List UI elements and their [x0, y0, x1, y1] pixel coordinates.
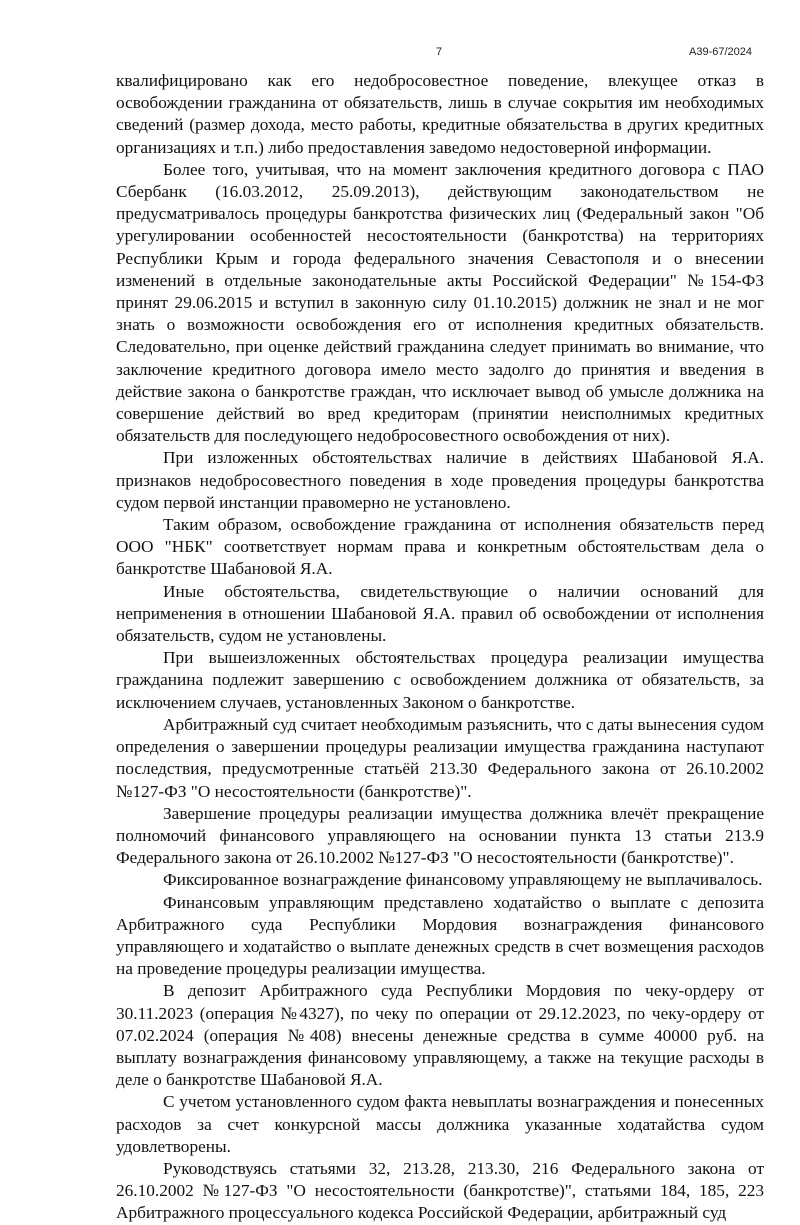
paragraph: Завершение процедуры реализации имущества должника влечёт прекращение полномочий финансового управляющего на основании пункта 13 статьи 213.9 Федерального закона от 26.10.2002 №127-ФЗ "О несостоятельности (банкротстве)". — [116, 803, 764, 868]
paragraph: Арбитражный суд считает необходимым разъяснить, что с даты вынесения судом определения о завершении процедуры реализации имущества гражданина наступают последствия, предусмотренные статьёй 213.30 Федерального закона от 26.10.2002 №127-ФЗ "О несостоятельности (банкротстве)". — [116, 714, 764, 801]
paragraph: Таким образом, освобождение гражданина от исполнения обязательств перед ООО "НБК" соответствует нормам права и конкретным обстоятельствам дела о банкротстве Шабановой Я.А. — [116, 515, 764, 579]
document-body — [116, 70, 764, 1225]
paragraph: С учетом установленного судом факта невыплаты вознаграждения и понесенных расходов за счет конкурсной массы должника указанные ходатайства судом удовлетворены. — [116, 1092, 764, 1156]
paragraph: Финансовым управляющим представлено ходатайство о выплате с депозита Арбитражного суда Республики Мордовия вознаграждения финансового управляющего и ходатайство о выплате денежных средств в счет возмещения расходов на проведение процедуры реализации имущества. — [116, 892, 764, 979]
paragraph: Руководствуясь статьями 32, 213.28, 213.30, 216 Федерального закона от 26.10.2002 №127-ФЗ "О несостоятельности (банкротстве)", статьями 184, 185, 223 Арбитражного процессуального кодекса Российской Федерации, арбитражный суд — [116, 1158, 764, 1223]
page-number: 7 — [436, 46, 443, 58]
paragraph: квалифицировано как его недобросовестное поведение, влекущее отказ в освобождении гражданина от обязательств, лишь в случае сокрытия им необходимых сведений (размер дохода, место работы, кредитные обязательства в других кредитных организациях и т.п.) либо предоставления заведомо недостоверной информации. — [116, 71, 764, 157]
case-number: А39-67/2024 — [689, 46, 752, 58]
paragraph: Более того, учитывая, что на момент заключения кредитного договора с ПАО Сбербанк (16.03.2012, 25.09.2013), действующим законодательством не предусматривалось процедуры банкротства физических лиц (Федеральный закон "Об урегулировании особенностей несостоятельности (банкротства) на территориях Республики Крым и города федерального значения Севастополя и о внесении изменений в отдельные законодательные акты Российской Федерации" №154-ФЗ принят 29.06.2015 и вступил в законную силу 01.10.2015) должник не знал и не мог знать о возможности освобождения его от исполнения кредитных обязательств. Следовательно, при оценке действий гражданина следует принимать во внимание, что заключение кредитного договора имело место задолго до принятия и введения в действие закона о банкротстве граждан, что исключает вывод об умысле должника на совершение действий во вред кредиторам (принятии неисполнимых кредитных обязательств для последующего недобросовестного освобождения от них). — [116, 159, 764, 446]
paragraph: Иные обстоятельства, свидетельствующие о наличии оснований для неприменения в отношении Шабановой Я.А. правил об освобождении от исполнения обязательств, судом не установлены. — [116, 581, 764, 646]
paragraph: В депозит Арбитражного суда Республики Мордовия по чеку-ордеру от 30.11.2023 (операция №4327), по чеку по операции от 29.12.2023, по чеку-ордеру от 07.02.2024 (операция №408) внесены денежные средства в сумме 40000 руб. на выплату вознаграждения финансовому управляющему, а также на текущие расходы в деле о банкротстве Шабановой Я.А. — [116, 981, 764, 1090]
paragraph: При изложенных обстоятельствах наличие в действиях Шабановой Я.А. признаков недобросовестного поведения в ходе проведения процедуры банкротства судом первой инстанции правомерно не установлено. — [116, 448, 764, 512]
paragraph: Фиксированное вознаграждение финансовому управляющему не выплачивалось. — [163, 870, 763, 890]
paragraph: При вышеизложенных обстоятельствах процедура реализации имущества гражданина подлежит завершению с освобождением должника от обязательств, за исключением случаев, установленных Законом о банкротстве. — [116, 648, 764, 712]
